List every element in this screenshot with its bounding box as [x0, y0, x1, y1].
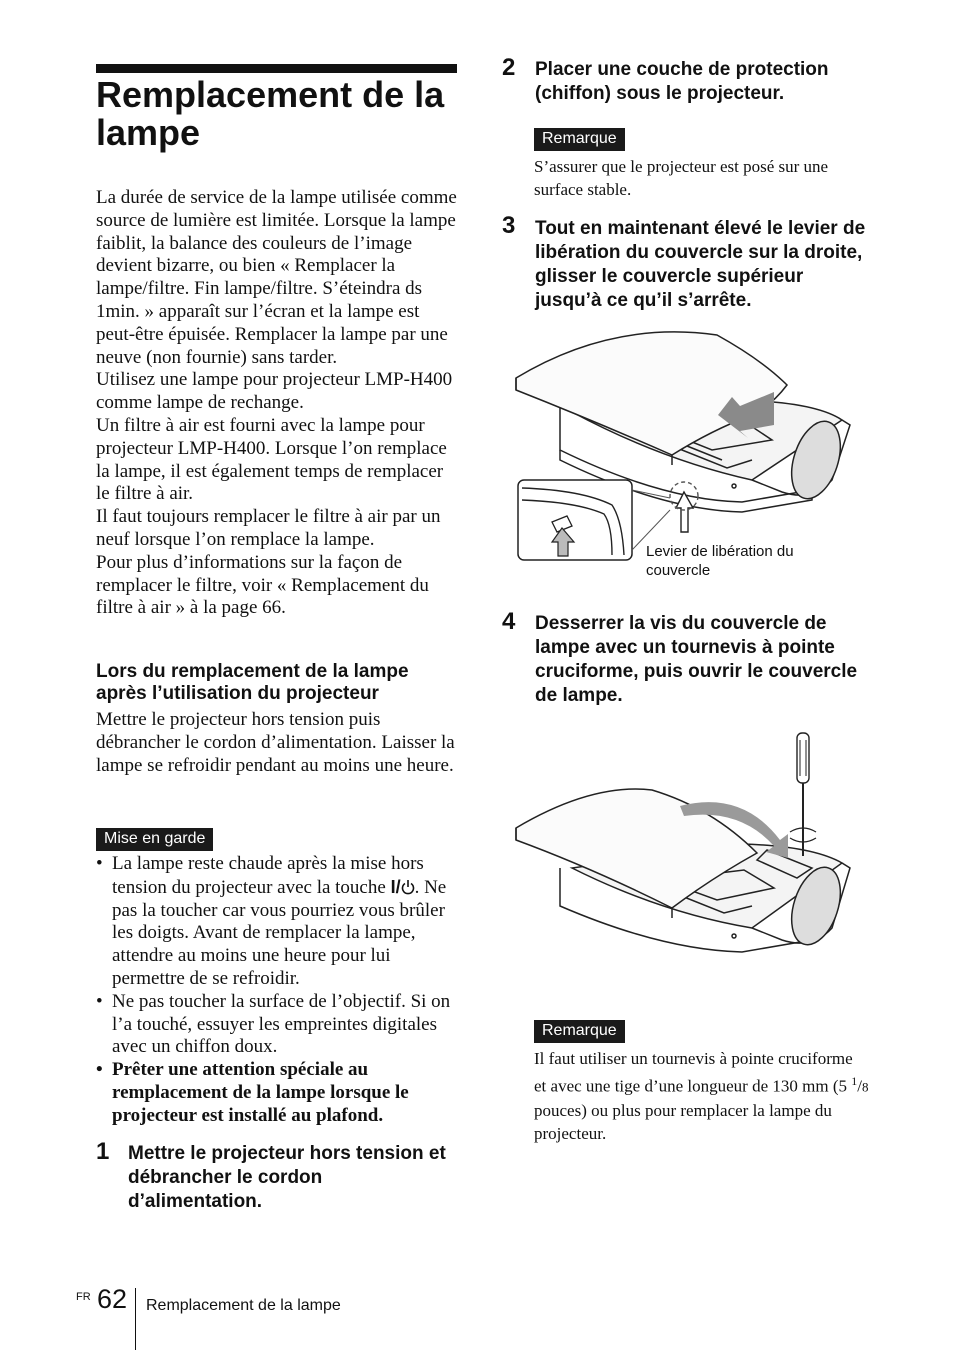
intro-paragraph: Pour plus d’informations sur la façon de remplacer le filtre, voir « Remplacement du filtre à air » à la page 66.: [96, 551, 429, 619]
caution-item: • Ne pas toucher la surface de l’objectif. Si on l’a touché, essuyer les empreintes digitales avec un chiffon doux.: [96, 991, 458, 1059]
caution-item-text: . Ne pas la toucher car vous pourriez vous brûler les doigts. Avant de remplacer la lampe, attendre au moins une heure pour lui permettre de se refroidir.: [112, 876, 447, 989]
note-section: [534, 128, 864, 201]
footer-language: FR: [76, 1291, 91, 1303]
step-text: Placer une couche de protection (chiffon) sous le projecteur.: [535, 59, 829, 104]
intro-paragraph: Il faut toujours remplacer le filtre à air par un neuf lorsque l’on remplace la lampe.: [96, 506, 441, 550]
caution-list: [96, 853, 458, 1128]
page-title: Remplacement de la lampe: [96, 74, 445, 153]
fraction-numerator: 1: [851, 1074, 858, 1088]
intro-paragraph: Utilisez une lampe pour projecteur LMP-H400 comme lampe de rechange.: [96, 369, 453, 414]
caution-item: • Prêter une attention spéciale au remplacement de la lampe lorsque le projecteur est installé au plafond.: [96, 1059, 458, 1127]
note-text: [534, 1047, 869, 1145]
note-text-part: Il faut utiliser un tournevis à pointe cruciforme et avec une tige d’une longueur de 130 mm (5: [534, 1049, 853, 1096]
after-use-heading: Lors du remplacement de la lampe après l’utilisation du projecteur: [96, 661, 409, 704]
fraction-denominator: 8: [861, 1079, 869, 1095]
after-use-text: Mettre le projecteur hors tension puis débrancher le cordon d’alimentation. Laisser la lampe se refroidir pendant au moins une heure.: [96, 709, 455, 776]
note-text: S’assurer que le projecteur est posé sur une surface stable.: [534, 157, 829, 199]
step-number: 3: [502, 212, 516, 239]
figure-caption: Levier de libération du couvercle: [646, 543, 794, 579]
note-label: Remarque: [534, 128, 625, 151]
note-text-part: pouces) ou plus pour remplacer la lampe du projecteur.: [534, 1100, 832, 1143]
caution-item-text: La lampe reste chaude après la mise hors tension du projecteur avec la touche: [112, 853, 424, 898]
footer-rule: [135, 1288, 136, 1350]
title-rule: [96, 64, 457, 73]
projector-cover-slide-illustration: [512, 330, 862, 565]
after-use-section: [96, 661, 458, 777]
step-text: Tout en maintenant élevé le levier de libération du couvercle sur la droite, glisser le couvercle supérieur jusqu’à ce qu’il s’arrête.: [535, 218, 866, 311]
caution-label: Mise en garde: [96, 828, 213, 851]
intro-paragraph: Un filtre à air est fourni avec la lampe pour projecteur LMP-H400. Lorsque l’on remplace la lampe, il est également temps de remplacer le filtre à air.: [96, 414, 447, 505]
projector-screwdriver-illustration: [512, 728, 857, 978]
caution-section: [96, 828, 458, 1128]
step-number: 2: [502, 54, 516, 81]
note-label: Remarque: [534, 1020, 625, 1043]
power-icon: [401, 879, 415, 895]
step-number: 1: [96, 1138, 110, 1165]
footer-page-number: 62: [97, 1284, 128, 1314]
intro-text: [96, 187, 458, 620]
step-number: 4: [502, 608, 516, 635]
caution-item: [96, 853, 458, 991]
step-text: Mettre le projecteur hors tension et débrancher le cordon d’alimentation.: [128, 1143, 446, 1212]
note-section: [534, 1020, 869, 1145]
power-key-label: I/: [390, 876, 401, 897]
step-text: Desserrer la vis du couvercle de lampe avec un tournevis à pointe cruciforme, puis ouvrir le couvercle de lampe.: [535, 613, 858, 706]
fraction-slash: /: [857, 1076, 862, 1096]
intro-paragraph: La durée de service de la lampe utilisée comme source de lumière est limitée. Lorsque la lampe faiblit, la balance des couleurs de l’image devient bizarre, ou bien « Remplacer la lampe/filtre. Fin lampe/filtre. S’éteindra ds 1min. » apparaît sur l’écran et la lampe est peut-être épuisée. Remplacer la lampe par une neuve (non fournie) sans tarder.: [96, 187, 457, 368]
footer-section-title: Remplacement de la lampe: [146, 1297, 341, 1314]
